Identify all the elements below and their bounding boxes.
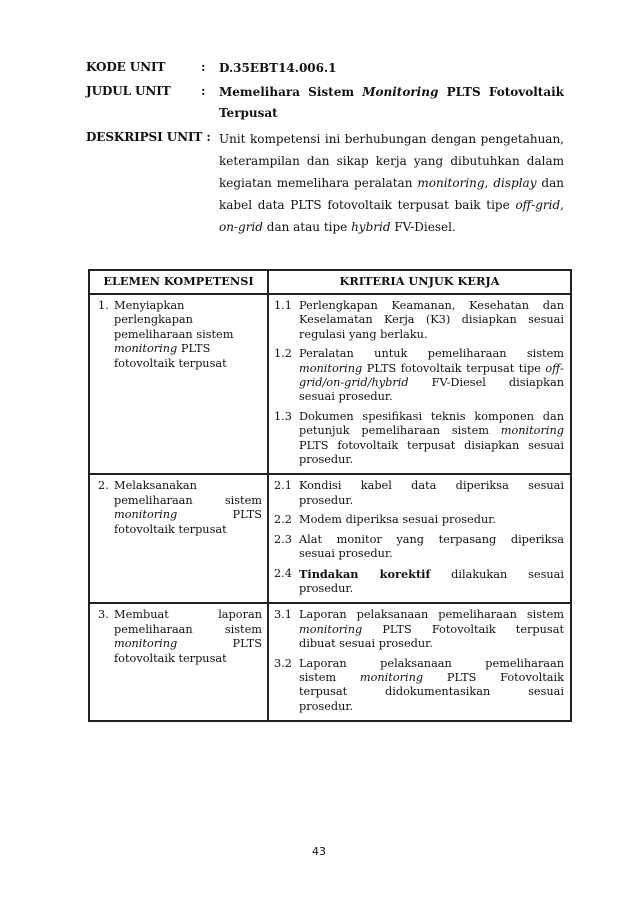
table-row	[89, 294, 571, 474]
kriteria-cell	[268, 474, 571, 603]
elemen-text: Melaksanakan pemeliharaan sistem monitoring PLTS fotovoltaik terpusat	[114, 479, 262, 536]
colon: :	[201, 84, 206, 98]
kriteria-text: Tindakan korektif dilakukan sesuai prosedur.	[299, 566, 564, 595]
kriteria-number: 2.2	[274, 513, 292, 527]
kode-unit-label: KODE UNIT	[86, 60, 166, 74]
kriteria-item	[274, 513, 564, 527]
kode-unit-row	[86, 58, 564, 82]
kriteria-text: Alat monitor yang terpasang diperiksa sesuai prosedur.	[299, 532, 564, 561]
table-row	[89, 474, 571, 603]
judul-unit-label: JUDUL UNIT	[86, 84, 171, 98]
colon: :	[201, 60, 206, 74]
kriteria-text: Kondisi kabel data diperiksa sesuai prosedur.	[299, 479, 564, 507]
kriteria-number: 1.2	[274, 347, 292, 361]
kriteria-number: 1.1	[274, 299, 292, 312]
deskripsi-line: keterampilan dan sikap kerja yang dibutuhkan dalam	[219, 154, 564, 168]
deskripsi-line: kabel data PLTS fotovoltaik terpusat baik tipe off-grid,	[219, 198, 564, 212]
deskripsi-line: Unit kompetensi ini berhubungan dengan pengetahuan,	[219, 132, 564, 146]
elemen-number: 3.	[98, 608, 109, 622]
elemen-text: Menyiapkan perlengkapan pemeliharaan sistem monitoring PLTS fotovoltaik terpusat	[114, 299, 234, 370]
kriteria-text: Laporan pelaksanaan pemeliharaan sistem monitoring PLTS Fotovoltaik terpusat didokumentasikan sesuai prosedur.	[299, 656, 564, 713]
judul-unit-row	[86, 82, 564, 128]
kriteria-cell	[268, 294, 571, 474]
kriteria-item	[274, 410, 564, 468]
kriteria-number: 2.1	[274, 479, 292, 493]
elemen-cell	[89, 294, 268, 474]
kriteria-item	[274, 299, 564, 342]
deskripsi-line: on-grid dan atau tipe hybrid FV-Diesel.	[219, 220, 456, 234]
kriteria-number: 2.4	[274, 566, 292, 580]
judul-line-1: Memelihara Sistem Monitoring PLTS Fotovoltaik	[219, 85, 564, 99]
column-header-elemen: ELEMEN KOMPETENSI	[89, 270, 268, 294]
deskripsi-unit-label: DESKRIPSI UNIT :	[86, 130, 211, 144]
deskripsi-unit-value	[219, 128, 564, 238]
kriteria-text: Dokumen spesifikasi teknis komponen dan petunjuk pemeliharaan sistem monitoring PLTS fotovoltaik terpusat disiapkan sesuai prosedur.	[299, 409, 564, 467]
column-header-kriteria: KRITERIA UNJUK KERJA	[268, 270, 571, 294]
kriteria-item	[274, 657, 564, 715]
kriteria-item	[274, 608, 564, 651]
kriteria-text: Modem diperiksa sesuai prosedur.	[299, 513, 497, 527]
table-row	[89, 603, 571, 721]
kriteria-cell	[268, 603, 571, 721]
kriteria-item	[274, 533, 564, 562]
kriteria-text: Peralatan untuk pemeliharaan sistem monitoring PLTS fotovoltaik terpusat tipe off- grid/on-grid/hybrid FV-Diesel disiapkan sesuai prosedur.	[299, 347, 564, 404]
kriteria-item	[274, 347, 564, 405]
judul-unit-value	[219, 82, 564, 124]
deskripsi-line: kegiatan memelihara peralatan monitoring, display dan	[219, 176, 564, 190]
kode-unit-value: D.35EBT14.006.1	[219, 61, 337, 75]
judul-line-2: Terpusat	[219, 106, 278, 120]
competency-table	[88, 269, 572, 722]
kriteria-text: Perlengkapan Keamanan, Kesehatan dan Keselamatan Kerja (K3) disiapkan sesuai regulasi yang berlaku.	[299, 299, 564, 341]
unit-header	[86, 58, 564, 238]
elemen-cell	[89, 474, 268, 603]
kriteria-text: Laporan pelaksanaan pemeliharaan sistem monitoring PLTS Fotovoltaik terpusat dibuat sesuai prosedur.	[299, 608, 564, 651]
kriteria-number: 2.3	[274, 532, 292, 546]
elemen-item	[98, 299, 262, 371]
kriteria-number: 1.3	[274, 409, 292, 423]
elemen-cell	[89, 603, 268, 721]
kriteria-item	[274, 479, 564, 508]
kriteria-item	[274, 567, 564, 597]
deskripsi-unit-row	[86, 128, 564, 238]
page-number: 43	[312, 845, 326, 858]
elemen-number: 1.	[98, 299, 109, 312]
elemen-number: 2.	[98, 479, 109, 493]
kriteria-number: 3.2	[274, 656, 292, 670]
table-header-row	[89, 270, 571, 294]
elemen-item	[98, 479, 262, 537]
elemen-item	[98, 608, 262, 666]
kriteria-number: 3.1	[274, 608, 292, 622]
elemen-text: Membuat laporan pemeliharaan sistem monitoring PLTS fotovoltaik terpusat	[114, 608, 262, 665]
